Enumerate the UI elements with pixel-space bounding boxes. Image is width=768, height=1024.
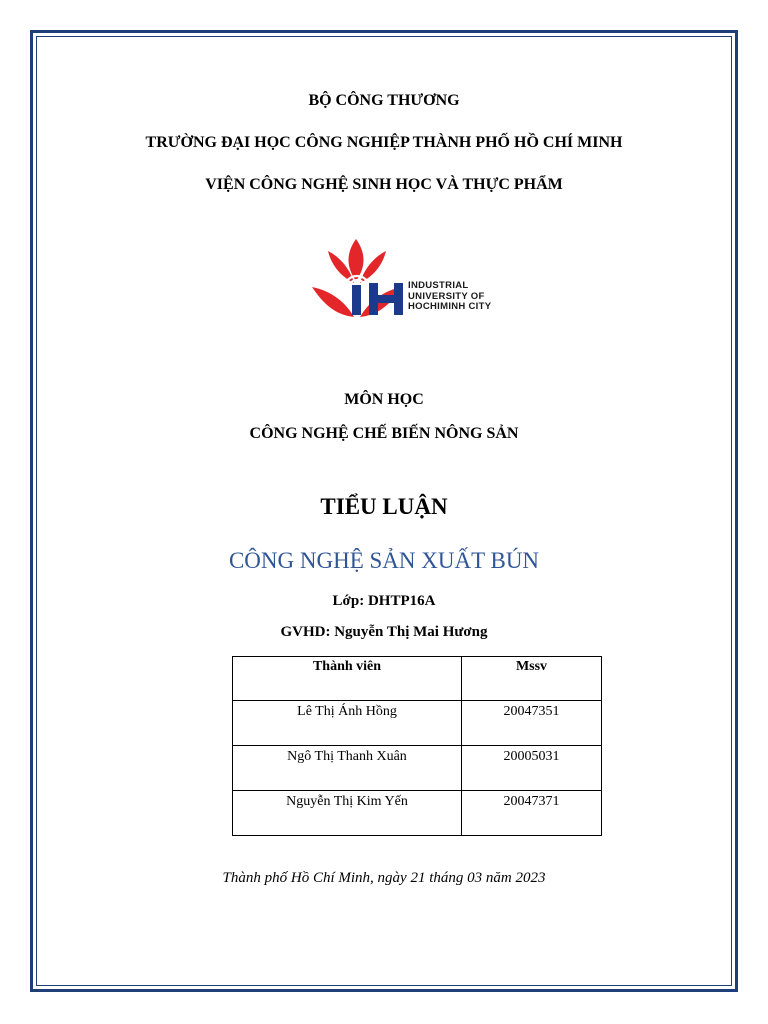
logo-letter-h	[369, 295, 403, 303]
university-heading: TRƯỜNG ĐẠI HỌC CÔNG NGHIỆP THÀNH PHỐ HỒ CHÍ MINH	[145, 134, 623, 151]
table-row	[233, 746, 602, 791]
table-row	[233, 701, 602, 746]
course-label: MÔN HỌC	[344, 391, 424, 408]
logo-petal-left-lower	[312, 287, 354, 317]
ministry-heading: BỘ CÔNG THƯƠNG	[308, 92, 460, 109]
logo-line-1: INDUSTRIAL	[408, 280, 469, 291]
logo-line-2: UNIVERSITY OF	[408, 290, 485, 302]
course-name: CÔNG NGHỆ CHẾ BIẾN NÔNG SẢN	[249, 425, 519, 442]
member-name: Ngô Thị Thanh Xuân	[233, 746, 462, 791]
place-and-date: Thành phố Hồ Chí Minh, ngày 21 tháng 03 năm 2023	[222, 870, 546, 886]
table-row	[233, 791, 602, 836]
advisor-info: GVHD: Nguyễn Thị Mai Hương	[280, 624, 488, 640]
logo-letter-i	[352, 285, 361, 315]
logo-line-3: HOCHIMINH CITY	[408, 301, 492, 312]
header-student-id: Mssv	[462, 657, 602, 701]
class-info: Lớp: DHTP16A	[332, 593, 436, 609]
member-name: Lê Thị Ánh Hồng	[233, 701, 462, 746]
member-id: 20047371	[462, 791, 602, 836]
members-table	[232, 656, 602, 836]
report-title: CÔNG NGHỆ SẢN XUẤT BÚN	[228, 548, 540, 573]
table-header-row	[233, 657, 602, 701]
report-type: TIỂU LUẬN	[320, 494, 448, 519]
member-name: Nguyễn Thị Kim Yến	[233, 791, 462, 836]
header-member: Thành viên	[233, 657, 462, 701]
institute-heading: VIỆN CÔNG NGHỆ SINH HỌC VÀ THỰC PHẨM	[205, 176, 563, 193]
logo-wordmark	[408, 281, 491, 313]
member-id: 20005031	[462, 746, 602, 791]
member-id: 20047351	[462, 701, 602, 746]
